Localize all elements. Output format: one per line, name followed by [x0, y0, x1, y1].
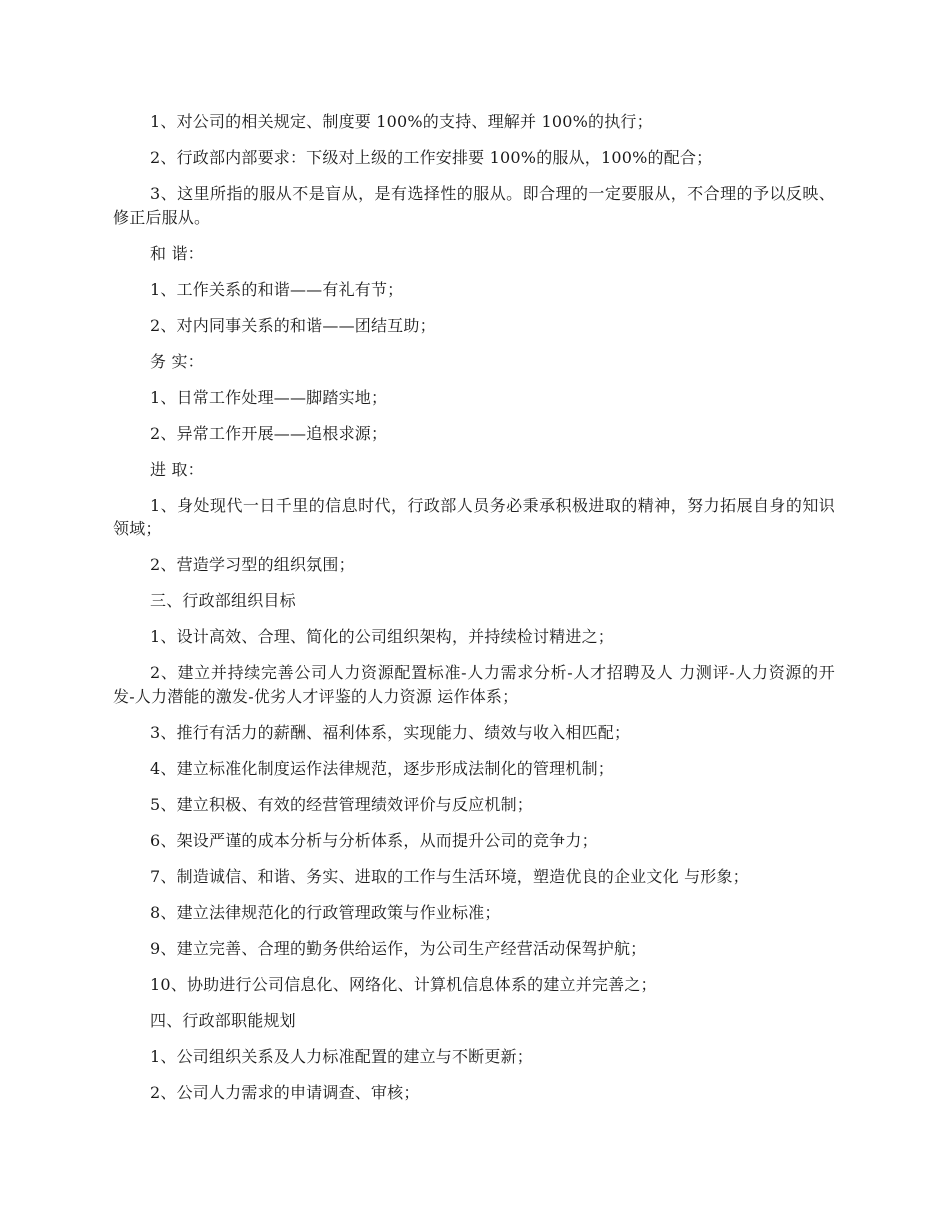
paragraph: 2、对内同事关系的和谐——团结互助； [150, 315, 436, 335]
section-heading-goals: 三、行政部组织目标 [150, 591, 296, 610]
paragraph: 1、日常工作处理——脚踏实地； [150, 387, 388, 407]
paragraph: 9、建立完善、合理的勤务供给运作，为公司生产经营活动保驾护航； [150, 938, 647, 958]
paragraph: 8、建立法律规范化的行政管理政策与作业标准； [150, 902, 501, 922]
paragraph: 3、这里所指的服从不是盲从，是有选择性的服从。即合理的一定要服从，不合理的予以反映、修正后服从。 [113, 184, 835, 227]
paragraph: 4、建立标准化制度运作法律规范，逐步形成法制化的管理机制； [150, 758, 614, 778]
paragraph: 2、公司人力需求的申请调查、审核； [150, 1082, 420, 1102]
paragraph: 5、建立积极、有效的经营管理绩效评价与反应机制； [150, 794, 533, 814]
paragraph: 3、推行有活力的薪酬、福利体系，实现能力、绩效与收入相匹配； [150, 722, 631, 742]
paragraph: 2、营造学习型的组织氛围； [150, 555, 355, 574]
paragraph: 2、行政部内部要求：下级对上级的工作安排要 100%的服从，100%的配合； [150, 148, 713, 167]
paragraph: 2、建立并持续完善公司人力资源配置标准-人力需求分析-人才招聘及人 力测评-人力资源的开发-人力潜能的激发-优劣人才评鉴的人力资源 运作体系； [113, 663, 835, 706]
paragraph: 10、协助进行公司信息化、网络化、计算机信息体系的建立并完善之； [150, 974, 657, 994]
paragraph: 1、设计高效、合理、简化的公司组织架构，并持续检讨精进之； [150, 627, 614, 646]
paragraph: 1、对公司的相关规定、制度要 100%的支持、理解并 100%的执行； [150, 112, 653, 131]
section-heading-progress: 进 取： [150, 459, 204, 479]
paragraph: 1、身处现代一日千里的信息时代，行政部人员务必秉承积极进取的精神，努力拓展自身的知识领域； [113, 495, 835, 538]
document-body [113, 110, 835, 1117]
paragraph: 7、制造诚信、和谐、务实、进取的工作与生活环境，塑造优良的企业文化 与形象； [150, 866, 749, 886]
section-heading-harmony: 和 谐： [150, 243, 204, 263]
paragraph: 1、工作关系的和谐——有礼有节； [150, 279, 404, 299]
paragraph: 2、异常工作开展——追根求源； [150, 423, 388, 443]
paragraph: 6、架设严谨的成本分析与分析体系，从而提升公司的竞争力； [150, 830, 598, 850]
section-heading-pragmatic: 务 实： [150, 351, 204, 371]
section-heading-functions: 四、行政部职能规划 [150, 1010, 296, 1030]
paragraph: 1、公司组织关系及人力标准配置的建立与不断更新； [150, 1046, 533, 1066]
